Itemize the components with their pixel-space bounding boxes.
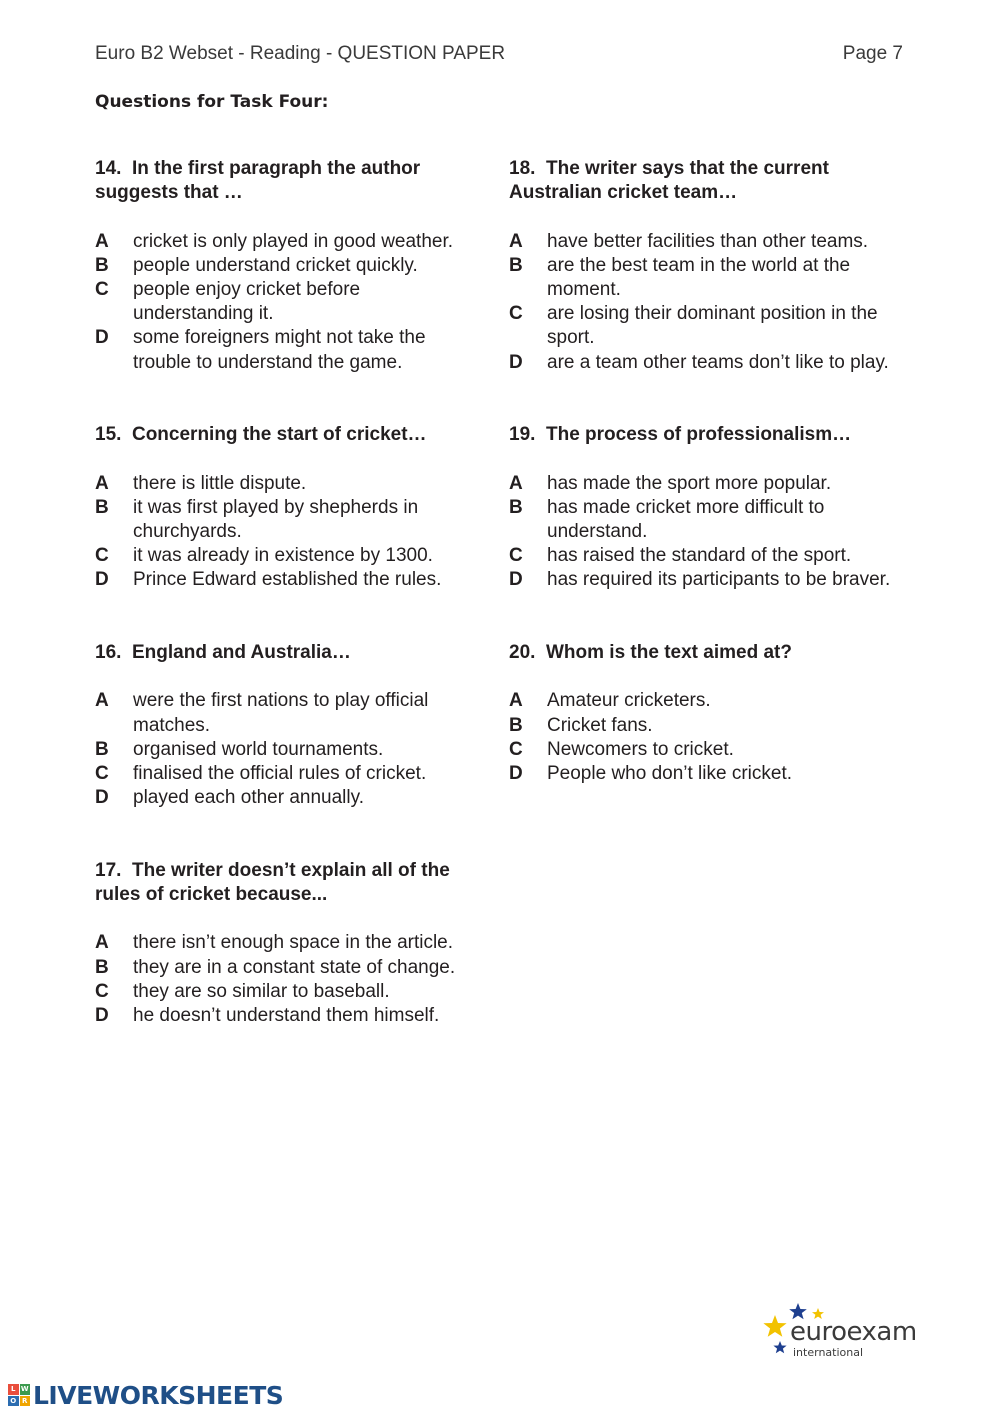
- option-letter: D: [95, 569, 109, 591]
- option-b[interactable]: [95, 956, 485, 980]
- question-20: [509, 641, 899, 786]
- option-c[interactable]: [509, 302, 899, 350]
- option-list: [95, 472, 485, 593]
- option-text: are losing their dominant position in the sport.: [547, 303, 878, 349]
- option-letter: A: [509, 690, 523, 712]
- option-list: [95, 689, 485, 810]
- option-a[interactable]: [95, 472, 485, 496]
- question-number: 18.: [509, 158, 536, 179]
- question-16: [95, 641, 485, 810]
- question-prompt: [509, 641, 899, 665]
- option-letter: D: [95, 1005, 109, 1026]
- option-letter: A: [95, 472, 109, 494]
- option-d[interactable]: [509, 762, 899, 786]
- option-letter: A: [95, 230, 109, 252]
- option-a[interactable]: [95, 230, 485, 254]
- question-text: The process of professionalism…: [545, 424, 852, 446]
- option-c[interactable]: [509, 738, 899, 762]
- question-number: 20.: [509, 642, 536, 663]
- option-letter: B: [509, 496, 523, 518]
- option-letter: B: [95, 254, 109, 276]
- option-d[interactable]: [509, 351, 899, 375]
- option-list: [509, 689, 899, 786]
- badge-letter: O: [8, 1396, 19, 1407]
- option-d[interactable]: [95, 568, 485, 592]
- option-b[interactable]: [509, 496, 899, 544]
- option-letter: A: [95, 690, 109, 712]
- question-text: England and Australia…: [131, 642, 351, 663]
- option-text: people understand cricket quickly.: [133, 254, 418, 276]
- option-b[interactable]: [95, 738, 485, 762]
- option-text: played each other annually.: [133, 787, 364, 809]
- option-list: [509, 230, 899, 375]
- badge-letter: R: [20, 1396, 31, 1407]
- option-letter: C: [95, 279, 109, 300]
- option-text: has raised the standard of the sport.: [547, 545, 852, 567]
- logo-wordmark: euroexam: [790, 1317, 917, 1347]
- option-c[interactable]: [95, 980, 485, 1004]
- badge-letter: W: [20, 1385, 29, 1393]
- question-prompt: [509, 423, 899, 447]
- option-c[interactable]: [95, 544, 485, 568]
- option-text: they are in a constant state of change.: [133, 956, 456, 978]
- option-c[interactable]: [509, 544, 899, 568]
- option-text: it was first played by shepherds in churchyards.: [133, 496, 419, 542]
- option-text: he doesn’t understand them himself.: [133, 1005, 440, 1026]
- option-text: there is little dispute.: [133, 472, 307, 494]
- option-text: Cricket fans.: [547, 714, 653, 736]
- option-d[interactable]: [95, 786, 485, 810]
- euroexam-logo: [762, 1303, 922, 1363]
- option-letter: A: [509, 472, 523, 494]
- option-text: there isn’t enough space in the article.: [133, 932, 454, 954]
- option-list: [95, 230, 485, 375]
- liveworksheets-watermark[interactable]: [8, 1379, 283, 1411]
- option-letter: D: [95, 787, 109, 809]
- option-a[interactable]: [509, 472, 899, 496]
- liveworksheets-brand: LIVEWORKSHEETS: [33, 1380, 284, 1410]
- document-header: Euro B2 Webset - Reading - QUESTION PAPER: [95, 43, 506, 64]
- option-text: they are so similar to baseball.: [133, 980, 390, 1002]
- right-column: [509, 157, 899, 786]
- question-number: 14.: [95, 158, 122, 179]
- option-letter: B: [509, 254, 523, 276]
- option-letter: C: [95, 763, 109, 784]
- question-prompt: [95, 157, 485, 205]
- option-text: Newcomers to cricket.: [547, 738, 734, 760]
- option-text: Prince Edward established the rules.: [133, 569, 442, 591]
- option-text: are the best team in the world at the moment.: [547, 254, 851, 300]
- question-prompt: [95, 423, 485, 447]
- option-text: were the first nations to play official matches.: [133, 690, 429, 736]
- option-letter: B: [95, 956, 109, 978]
- question-text: In the first paragraph the author suggests that …: [95, 158, 421, 204]
- option-letter: B: [95, 738, 109, 760]
- question-14: [95, 157, 485, 375]
- liveworksheets-badge-icon: [8, 1384, 30, 1406]
- option-b[interactable]: [509, 254, 899, 302]
- logo-subtitle: international: [793, 1346, 864, 1359]
- badge-letter: L: [8, 1384, 19, 1395]
- option-text: has made cricket more difficult to understand.: [547, 496, 825, 542]
- question-19: [509, 423, 899, 592]
- question-text: Whom is the text aimed at?: [545, 642, 792, 663]
- question-text: Concerning the start of cricket…: [131, 424, 427, 446]
- option-b[interactable]: [509, 714, 899, 738]
- question-number: 17.: [95, 859, 122, 881]
- option-d[interactable]: [509, 568, 899, 592]
- option-text: Amateur cricketers.: [547, 690, 711, 712]
- question-number: 15.: [95, 424, 122, 446]
- option-text: people enjoy cricket before understanding it.: [133, 279, 361, 325]
- option-text: People who don’t like cricket.: [547, 763, 793, 784]
- option-text: has made the sport more popular.: [547, 472, 832, 494]
- option-c[interactable]: [95, 762, 485, 786]
- option-list: [95, 931, 485, 1028]
- question-15: [95, 423, 485, 592]
- question-prompt: [509, 157, 899, 205]
- option-text: has required its participants to be braver.: [547, 569, 891, 591]
- question-number: 19.: [509, 424, 536, 446]
- option-text: it was already in existence by 1300.: [133, 545, 433, 567]
- option-letter: C: [509, 738, 523, 760]
- option-letter: C: [95, 545, 109, 567]
- option-letter: B: [509, 714, 523, 736]
- question-text: The writer says that the current Australian cricket team…: [509, 158, 829, 204]
- option-text: organised world tournaments.: [133, 738, 384, 760]
- page-number: Page 7: [842, 43, 903, 64]
- task-title: Questions for Task Four:: [95, 92, 329, 112]
- option-letter: A: [509, 230, 523, 252]
- option-letter: C: [95, 980, 109, 1002]
- option-text: cricket is only played in good weather.: [133, 230, 454, 252]
- option-text: are a team other teams don’t like to play.: [547, 351, 889, 373]
- option-b[interactable]: [95, 254, 485, 278]
- question-number: 16.: [95, 642, 122, 663]
- option-letter: D: [95, 327, 109, 349]
- option-a[interactable]: [509, 689, 899, 713]
- option-letter: D: [509, 351, 523, 373]
- left-column: [95, 157, 485, 1028]
- question-17: [95, 859, 485, 1028]
- option-list: [509, 472, 899, 593]
- option-d[interactable]: [95, 1004, 485, 1028]
- question-18: [509, 157, 899, 375]
- option-letter: C: [509, 303, 523, 325]
- question-prompt: [95, 859, 485, 907]
- option-a[interactable]: [95, 931, 485, 955]
- question-text: The writer doesn’t explain all of the rules of cricket because...: [95, 859, 450, 905]
- option-b[interactable]: [95, 496, 485, 544]
- option-letter: D: [509, 569, 523, 591]
- option-letter: B: [95, 496, 109, 518]
- option-text: have better facilities than other teams.: [547, 230, 869, 252]
- option-a[interactable]: [95, 689, 485, 737]
- option-letter: A: [95, 932, 109, 954]
- question-prompt: [95, 641, 485, 665]
- option-text: some foreigners might not take the trouble to understand the game.: [133, 327, 426, 373]
- option-letter: C: [509, 545, 523, 567]
- option-a[interactable]: [509, 230, 899, 254]
- option-letter: D: [509, 763, 523, 784]
- option-d[interactable]: [95, 326, 485, 374]
- option-c[interactable]: [95, 278, 485, 326]
- option-text: finalised the official rules of cricket.: [133, 763, 427, 784]
